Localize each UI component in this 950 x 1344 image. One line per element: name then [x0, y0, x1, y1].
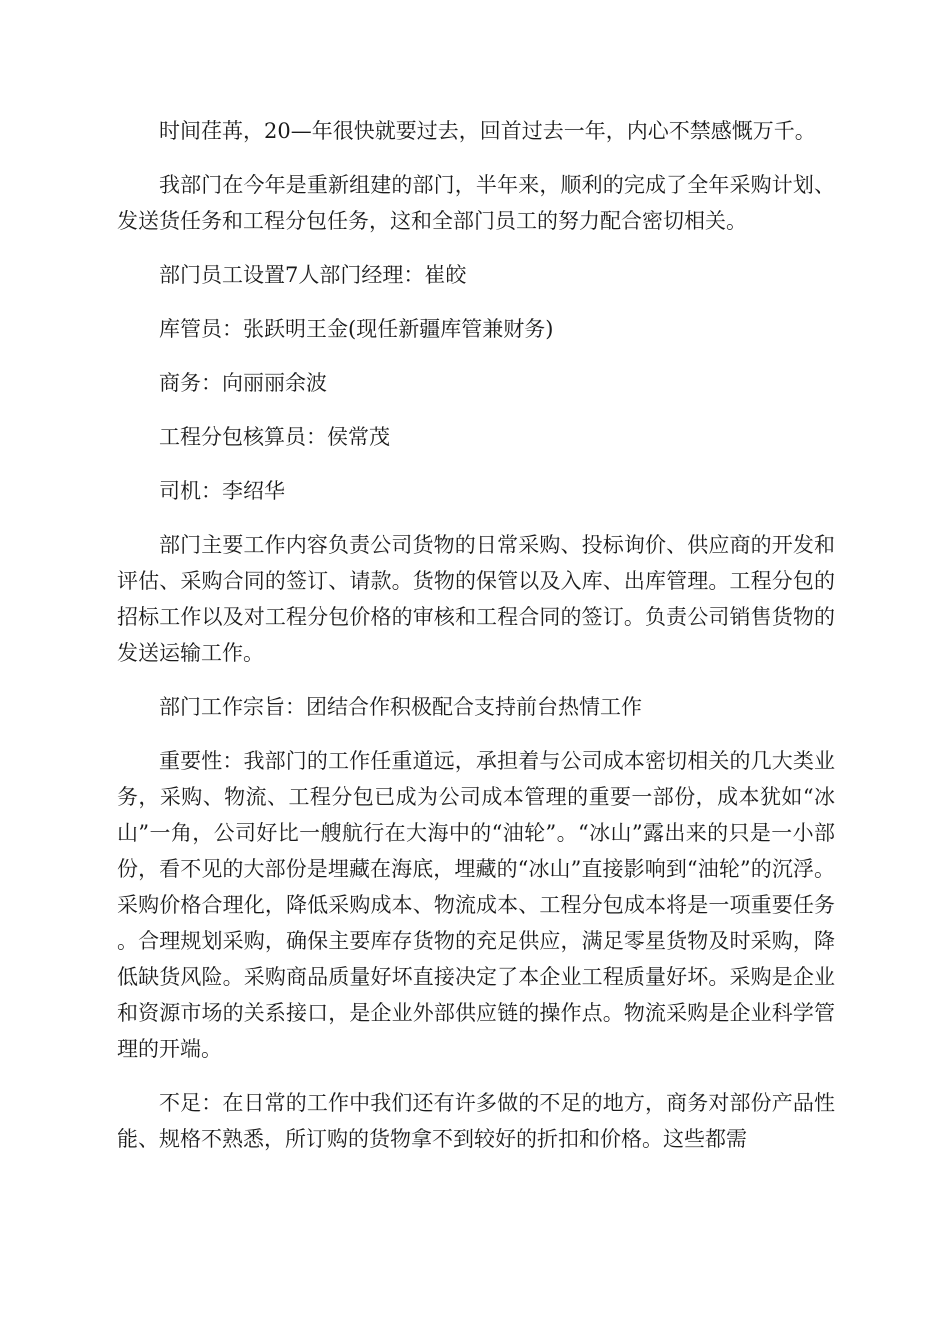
accountant-paragraph: 工程分包核算员：侯常茂: [159, 425, 390, 449]
warehouse-staff-paragraph: 库管员：张跃明王金(现任新疆库管兼财务): [159, 317, 554, 341]
responsibilities-paragraph: 部门主要工作内容负责公司货物的日常采购、投标询价、供应商的开发和评估、采购合同的签订、请款。货物的保管以及入库、出库管理。工程分包的招标工作以及对工程分包价格的审核和工程合同的签订。负责公司销售货物的发送运输工作。: [117, 533, 835, 665]
staffing-paragraph: 部门员工设置7人部门经理：崔皎: [159, 263, 467, 287]
commerce-staff-paragraph: 商务：向丽丽余波: [159, 371, 327, 395]
intro-paragraph: 时间荏苒，20—年很快就要过去，回首过去一年，内心不禁感慨万千。: [159, 119, 816, 143]
driver-paragraph: 司机：李绍华: [159, 479, 285, 503]
importance-paragraph: 重要性：我部门的工作任重道远，承担着与公司成本密切相关的几大类业务，采购、物流、工程分包已成为公司成本管理的重要一部份，成本犹如“冰山”一角，公司好比一艘航行在大海中的“油轮”。“冰山”露出来的只是一小部份，看不见的大部份是埋藏在海底，埋藏的“冰山”直接影响到“油轮”的沉浮。采购价格合理化，降低采购成本、物流成本、工程分包成本将是一项重要任务。合理规划采购，确保主要库存货物的充足供应，满足零星货物及时采购，降低缺货风险。采购商品质量好坏直接决定了本企业工程质量好坏。采购是企业和资源市场的关系接口，是企业外部供应链的操作点。物流采购是企业科学管理的开端。: [117, 749, 835, 1061]
document-page: [117, 113, 835, 1175]
mission-paragraph: 部门工作宗旨：团结合作积极配合支持前台热情工作: [159, 695, 642, 719]
department-overview-paragraph: 我部门在今年是重新组建的部门，半年来，顺利的完成了全年采购计划、发送货任务和工程分包任务，这和全部门员工的努力配合密切相关。: [117, 173, 835, 233]
shortcomings-paragraph: 不足：在日常的工作中我们还有许多做的不足的地方，商务对部份产品性能、规格不熟悉，所订购的货物拿不到较好的折扣和价格。这些都需: [117, 1091, 835, 1151]
